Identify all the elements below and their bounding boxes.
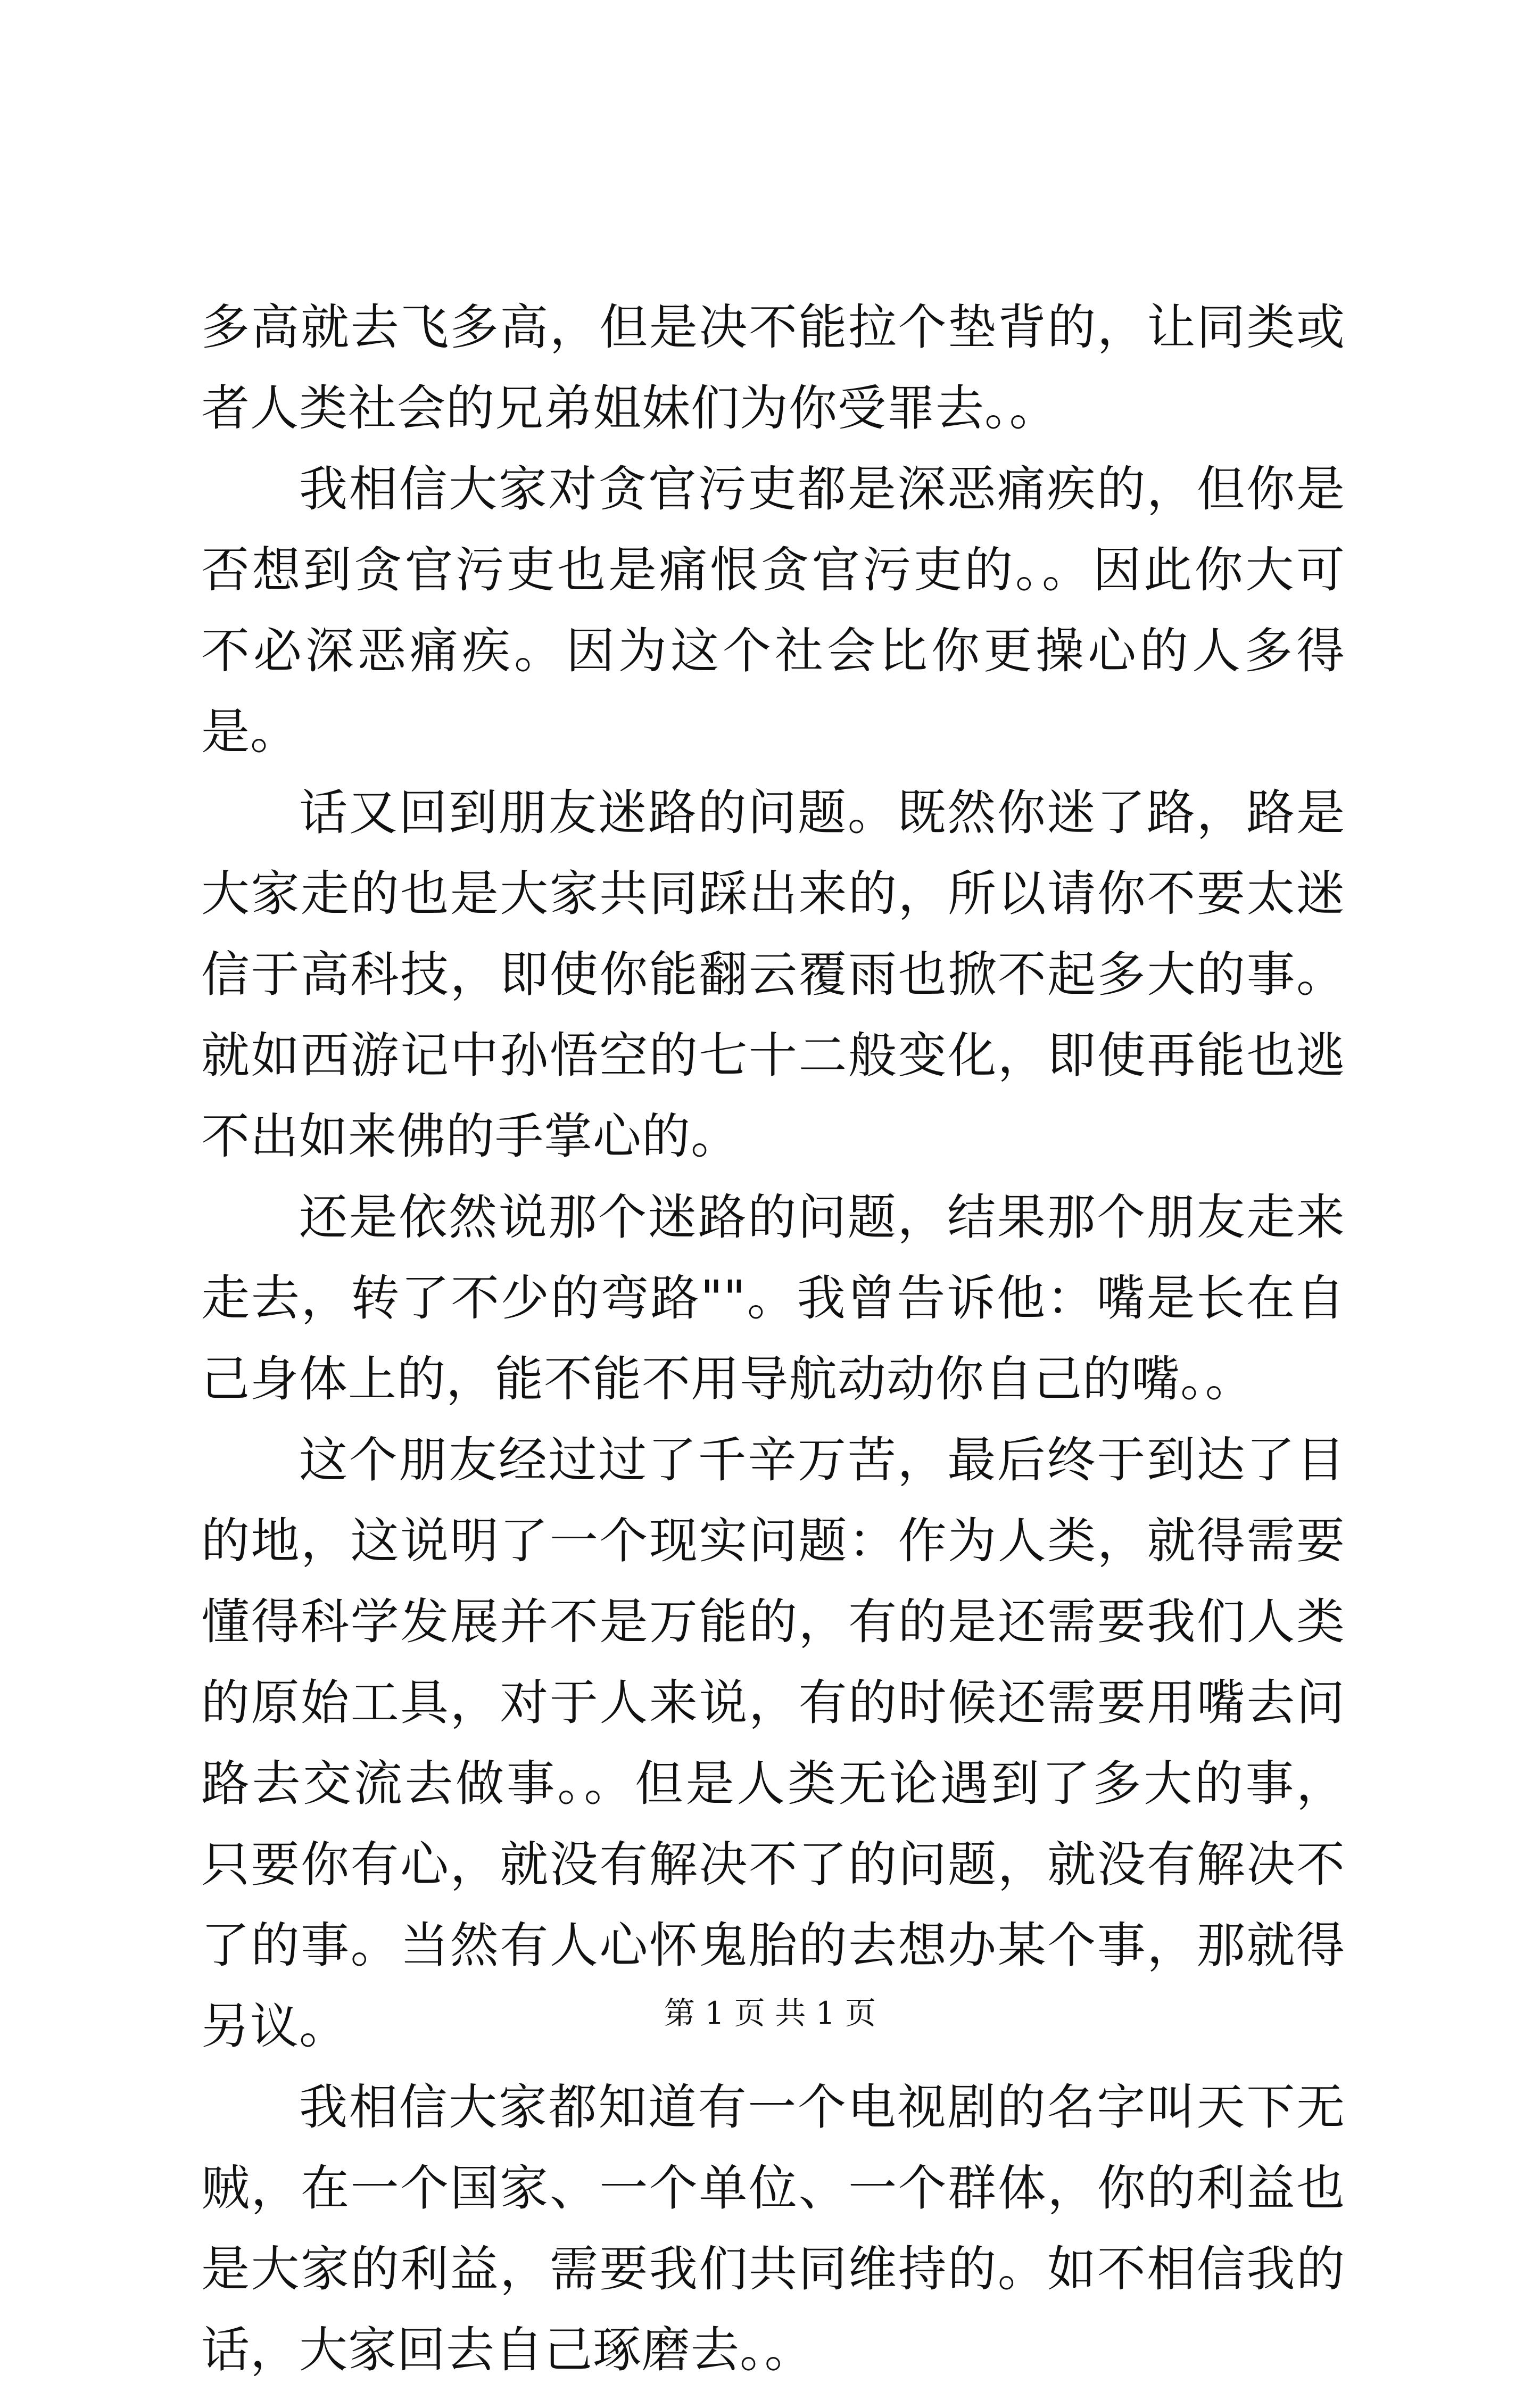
paragraph: 还是依然说那个迷路的问题，结果那个朋友走来走去，转了不少的弯路""。我曾告诉他：嘴是长在自己身体上的，能不能不用导航动动你自己的嘴。。 xyxy=(201,1190,1345,1407)
document-body xyxy=(201,287,1345,2391)
paragraph: 这个朋友经过过了千辛万苦，最后终于到达了目的地，这说明了一个现实问题：作为人类，就得需要懂得科学发展并不是万能的，有的是还需要我们人类的原始工具，对于人来说，有的时候还需要用嘴去问路去交流去做事。。但是人类无论遇到了多大的事，只要你有心，就没有解决不了的问题，就没有解决不了的事。当然有人心怀鬼胎的去想办某个事，那就得另议。 xyxy=(201,1432,1345,2055)
paragraph: 我相信大家都知道有一个电视剧的名字叫天下无贼，在一个国家、一个单位、一个群体，你的利益也是大家的利益，需要我们共同维持的。如不相信我的话，大家回去自己琢磨去。。 xyxy=(201,2080,1345,2378)
paragraph: 话又回到朋友迷路的问题。既然你迷了路，路是大家走的也是大家共同踩出来的，所以请你不要太迷信于高科技，即使你能翻云覆雨也掀不起多大的事。就如西游记中孙悟空的七十二般变化，即使再能也逃不出如来佛的手掌心的。 xyxy=(201,785,1345,1165)
page-number-footer: 第 1 页 共 1 页 xyxy=(664,1995,876,2031)
paragraph-continuation: 多高就去飞多高，但是决不能拉个垫背的，让同类或者人类社会的兄弟姐妹们为你受罪去。。 xyxy=(201,300,1345,436)
paragraph: 我相信大家对贪官污吏都是深恶痛疾的，但你是否想到贪官污吏也是痛恨贪官污吏的。。因此你大可不必深恶痛疾。因为这个社会比你更操心的人多得是。 xyxy=(201,461,1345,760)
